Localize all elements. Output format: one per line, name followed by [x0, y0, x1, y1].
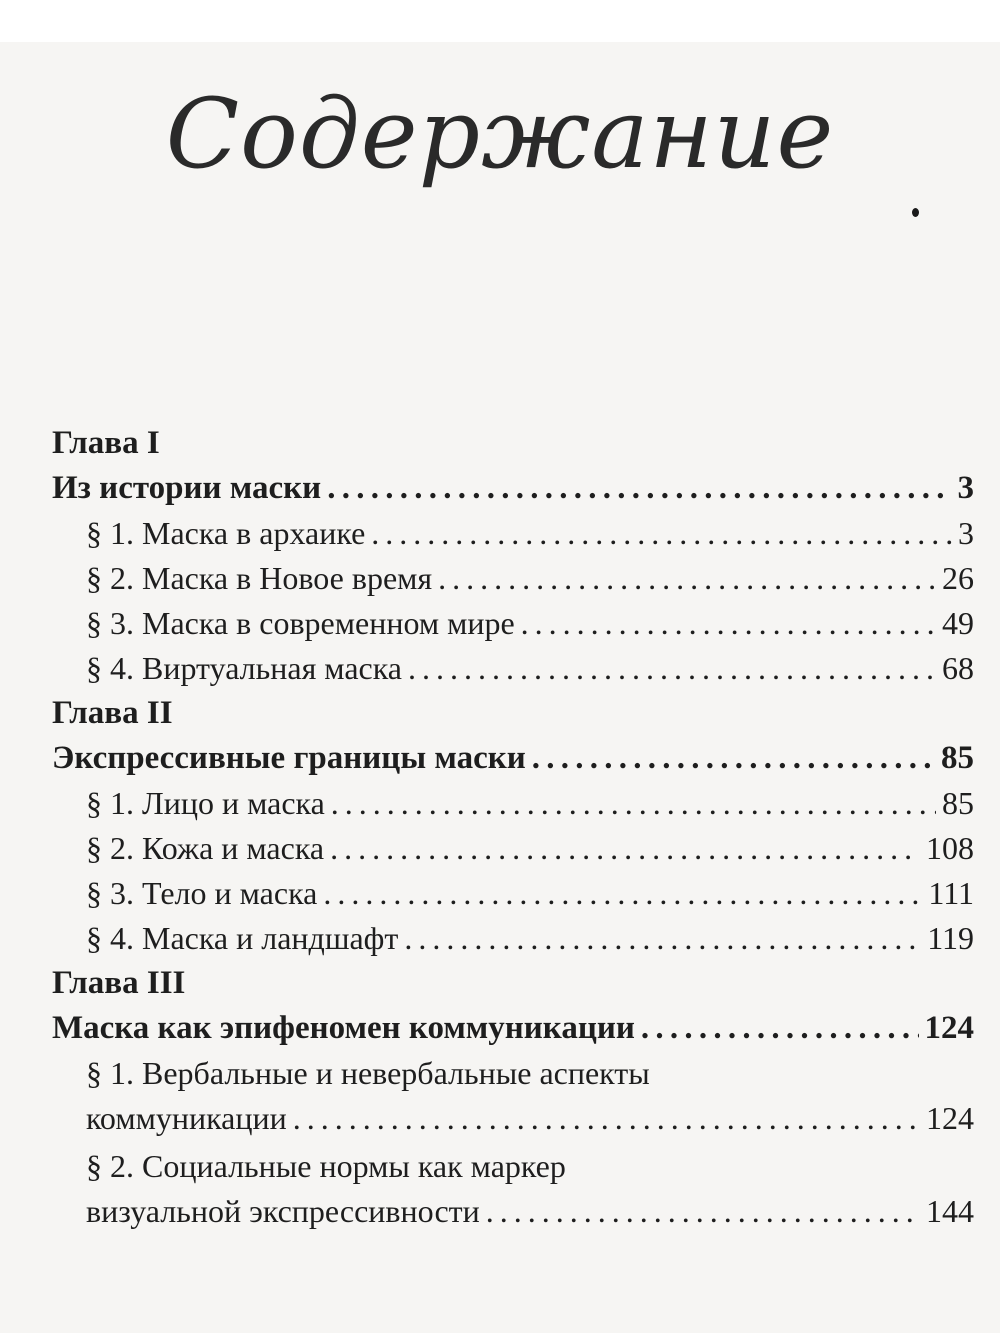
toc-entry-section[interactable] [86, 650, 974, 687]
toc-entry-section[interactable] [86, 1100, 974, 1137]
entry-title: § 3. Тело и маска [86, 875, 318, 911]
toc-entry-section[interactable] [86, 785, 974, 822]
entry-title: § 4. Маска и ландшафт [86, 920, 399, 956]
entry-title: § 3. Маска в современном мире [86, 605, 515, 641]
toc-entry-section[interactable] [86, 920, 974, 957]
dot-leader [486, 1193, 920, 1230]
dot-leader [532, 740, 935, 777]
dot-leader [438, 560, 936, 597]
entry-title: Маска как эпифеномен коммуникации [52, 1010, 635, 1046]
toc-entry-first-line: § 1. Вербальные и невербальные аспекты [86, 1055, 650, 1091]
page-number: 3 [958, 515, 974, 551]
page-number: 108 [926, 830, 974, 866]
page-number: 124 [926, 1100, 974, 1136]
page-number: 85 [942, 785, 974, 821]
dot-leader [408, 650, 936, 687]
toc-entry-chapter[interactable] [52, 470, 974, 507]
page-number: 119 [927, 920, 974, 956]
entry-title: § 4. Виртуальная маска [86, 650, 402, 686]
toc-entry-section[interactable] [86, 830, 974, 867]
dot-leader [641, 1010, 919, 1047]
page-title: Содержание [165, 78, 835, 190]
page-number: 3 [957, 470, 974, 506]
entry-title: Из истории маски [52, 470, 322, 506]
chapter-label: Глава I [52, 425, 160, 461]
entry-title: визуальной экспрессивности [86, 1193, 480, 1229]
page-number: 68 [942, 650, 974, 686]
page-number: 49 [942, 605, 974, 641]
dot-leader [331, 785, 936, 822]
entry-title: Экспрессивные границы маски [52, 740, 526, 776]
toc-entry-section[interactable] [86, 1193, 974, 1230]
dot-leader [371, 515, 952, 552]
toc-entry-first-line: § 2. Социальные нормы как маркер [86, 1148, 566, 1184]
entry-title: коммуникации [86, 1100, 287, 1136]
dot-leader [327, 470, 951, 507]
entry-title: § 2. Маска в Новое время [86, 560, 433, 596]
toc-entry-chapter[interactable] [52, 1010, 974, 1047]
dot-leader [404, 920, 921, 957]
dot-leader [293, 1100, 920, 1137]
toc-entry-section[interactable] [86, 560, 974, 597]
toc-entry-section[interactable] [86, 875, 974, 912]
dot-leader [323, 875, 922, 912]
page-number: 124 [924, 1010, 974, 1046]
dot-leader [330, 830, 920, 867]
page-number: 85 [941, 740, 974, 776]
chapter-label: Глава II [52, 695, 173, 731]
dot-leader [521, 605, 936, 642]
toc-entry-section[interactable] [86, 605, 974, 642]
page-number: 111 [928, 875, 974, 911]
chapter-label: Глава III [52, 965, 186, 1001]
entry-title: § 2. Кожа и маска [86, 830, 325, 866]
toc-entry-section[interactable] [86, 515, 974, 552]
toc-entry-chapter[interactable] [52, 740, 974, 777]
entry-title: § 1. Лицо и маска [86, 785, 325, 821]
page-number: 26 [942, 560, 974, 596]
page-number: 144 [926, 1193, 974, 1229]
entry-title: § 1. Маска в архаике [86, 515, 366, 551]
